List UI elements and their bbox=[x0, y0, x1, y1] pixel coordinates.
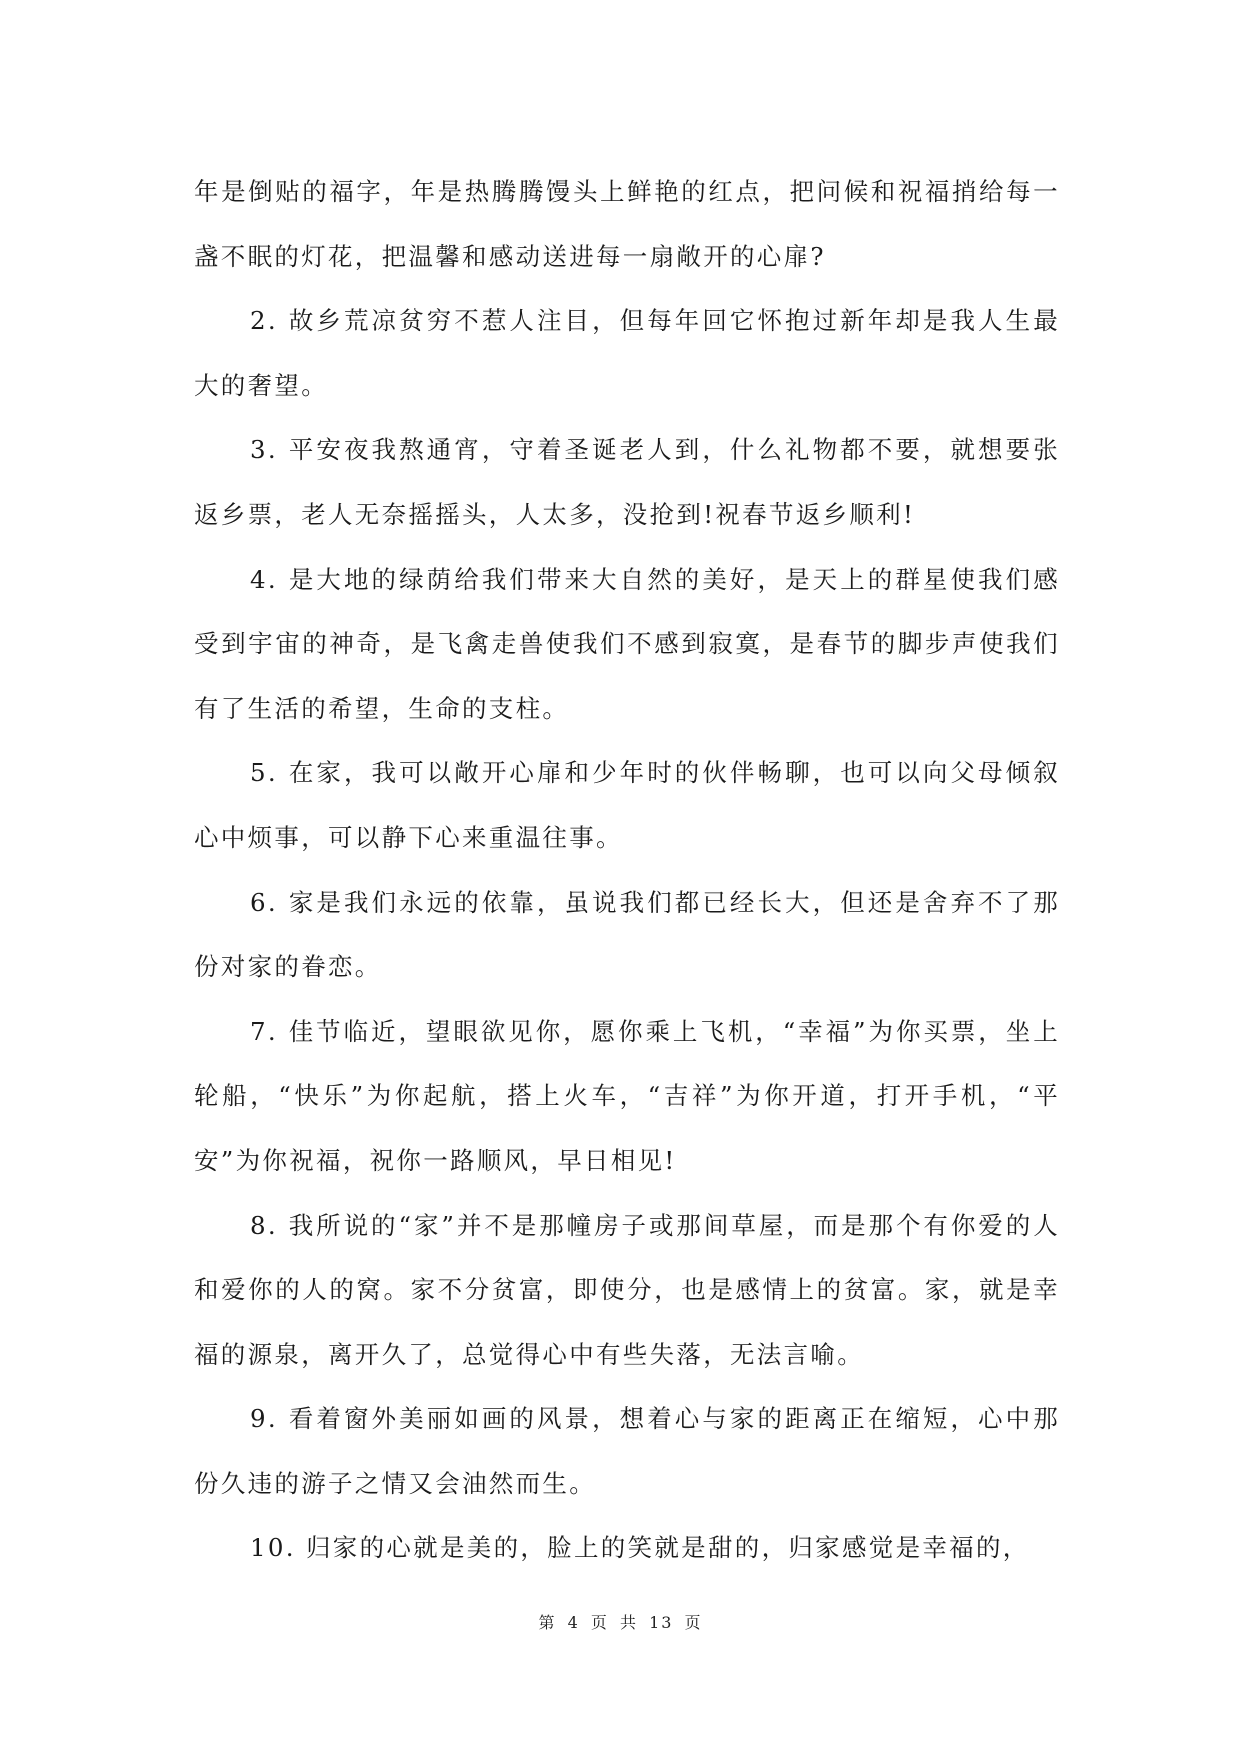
paragraph-7 bbox=[194, 1000, 1060, 1194]
footer-prefix: 第 bbox=[538, 1613, 557, 1632]
paragraph-text: 家是我们永远的依靠，虽说我们都已经长大，但还是舍弃不了那份对家的眷恋。 bbox=[194, 887, 1060, 982]
paragraph-number: 5. bbox=[250, 758, 278, 788]
paragraph-text: 年是倒贴的福字，年是热腾腾馒头上鲜艳的红点，把问候和祝福捎给每一盏不眠的灯花，把温馨和感动送进每一扇敞开的心扉? bbox=[194, 177, 1060, 271]
paragraph-text: 看着窗外美丽如画的风景，想着心与家的距离正在缩短，心中那份久违的游子之情又会油然而生。 bbox=[194, 1404, 1060, 1498]
paragraph-text: 平安夜我熬通宵，守着圣诞老人到，什么礼物都不要，就想要张返乡票，老人无奈摇摇头，人太多，没抢到!祝春节返乡顺利! bbox=[194, 435, 1060, 529]
paragraph-continued bbox=[194, 160, 1060, 289]
paragraph-number: 8. bbox=[250, 1210, 278, 1240]
paragraph-number: 4. bbox=[250, 564, 278, 594]
paragraph-5 bbox=[194, 741, 1060, 870]
paragraph-6 bbox=[194, 871, 1060, 1000]
paragraph-number: 9. bbox=[250, 1404, 278, 1434]
footer-current-page: 4 bbox=[567, 1613, 580, 1632]
paragraph-text: 我所说的“家”并不是那幢房子或那间草屋，而是那个有你爱的人和爱你的人的窝。家不分贫富，即使分，也是感情上的贫富。家，就是幸福的源泉，离开久了，总觉得心中有些失落，无法言喻。 bbox=[194, 1210, 1060, 1369]
paragraph-number: 3. bbox=[250, 435, 278, 465]
paragraph-number: 7. bbox=[250, 1016, 278, 1046]
paragraph-3 bbox=[194, 418, 1060, 547]
paragraph-10 bbox=[194, 1516, 1060, 1581]
paragraph-text: 佳节临近，望眼欲见你，愿你乘上飞机，“幸福”为你买票，坐上轮船，“快乐”为你起航，搭上火车，“吉祥”为你开道，打开手机，“平安”为你祝福，祝你一路顺风，早日相见! bbox=[194, 1016, 1060, 1175]
paragraph-text: 归家的心就是美的，脸上的笑就是甜的，归家感觉是幸福的， bbox=[305, 1533, 1030, 1563]
paragraph-number: 10. bbox=[250, 1533, 296, 1563]
paragraph-text: 在家，我可以敞开心扉和少年时的伙伴畅聊，也可以向父母倾叙心中烦事，可以静下心来重温往事。 bbox=[194, 758, 1060, 852]
footer-page-word: 页 bbox=[590, 1613, 609, 1632]
paragraph-number: 6. bbox=[250, 887, 278, 917]
paragraph-number: 2. bbox=[250, 306, 278, 336]
footer-total-pages: 13 bbox=[649, 1613, 674, 1632]
paragraph-text: 故乡荒凉贫穷不惹人注目，但每年回它怀抱过新年却是我人生最大的奢望。 bbox=[194, 306, 1060, 400]
footer-suffix: 页 bbox=[684, 1613, 703, 1632]
page-footer bbox=[0, 1610, 1241, 1633]
document-body bbox=[194, 160, 1060, 1581]
paragraph-2 bbox=[194, 289, 1060, 418]
paragraph-4 bbox=[194, 548, 1060, 742]
footer-total-word: 共 bbox=[619, 1613, 638, 1632]
paragraph-text: 是大地的绿荫给我们带来大自然的美好，是天上的群星使我们感受到宇宙的神奇，是飞禽走兽使我们不感到寂寞，是春节的脚步声使我们有了生活的希望，生命的支柱。 bbox=[194, 564, 1060, 723]
paragraph-9 bbox=[194, 1387, 1060, 1516]
paragraph-8 bbox=[194, 1194, 1060, 1388]
